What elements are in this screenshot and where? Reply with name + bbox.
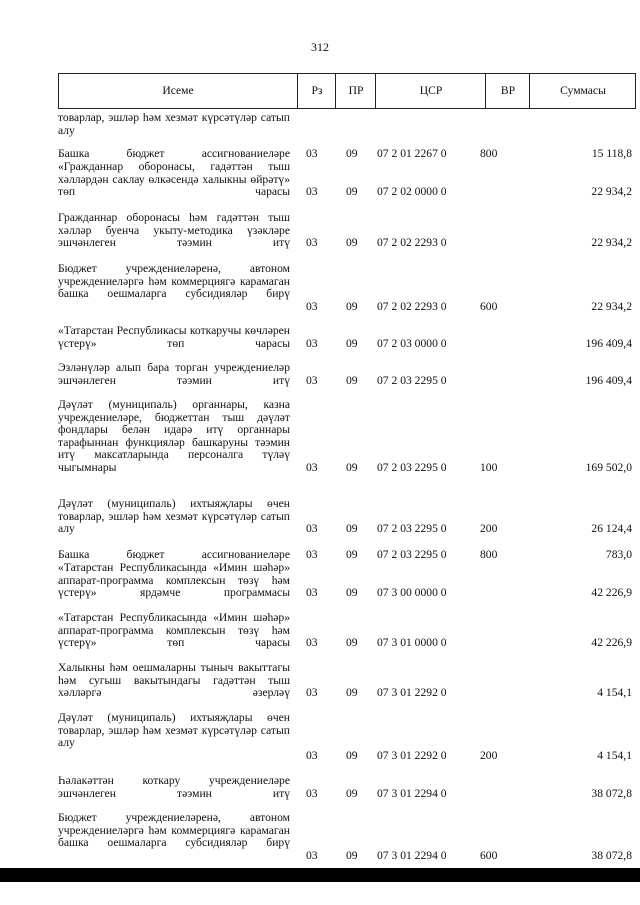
row-rz: 03 — [306, 147, 318, 160]
row-sum: 22 934,2 — [591, 299, 632, 313]
row-name: «Татарстан Республикасы коткаручы көчләрен үстерү» төп чарасы — [58, 324, 290, 350]
row-name: Бюджет учреждениеләренә, автоном учреждениеләргә һәм коммерциягә карамаган башка оешмаларга субсидияләр бирү — [58, 262, 290, 300]
row-sum: 42 226,9 — [591, 636, 632, 649]
header-rz: Рз — [297, 74, 336, 108]
row-pr: 09 — [346, 236, 358, 249]
row-csr: 07 2 03 2295 0 — [377, 522, 447, 535]
row-name: «Татарстан Республикасында «Имин шәһәр» аппарат-программа комплексын төзү һәм үстерү» төп чарасы — [58, 611, 290, 649]
row-name: «Татарстан Республикасында «Имин шәһәр» аппарат-программа комплексын төзү һәм үстерү» ярдәмче программасы — [58, 561, 290, 599]
header-sum: Суммасы — [529, 74, 636, 108]
row-name: Дәүләт (муниципаль) ихтыяҗлары өчен товарлар, эшләр һәм хезмәт күрсәтүләр сатып алу — [58, 711, 290, 749]
row-name: товарлар, эшләр һәм хезмәт күрсәтүләр сатып алу — [58, 111, 290, 137]
table-row — [58, 325, 636, 350]
row-vr: 200 — [480, 748, 498, 762]
row-csr: 07 2 03 2295 0 — [377, 548, 447, 561]
row-vr: 600 — [480, 848, 498, 862]
row-csr: 07 2 01 2267 0 — [377, 147, 447, 160]
header-csr: ЦСР — [375, 74, 486, 108]
row-vr: 200 — [480, 522, 498, 535]
row-csr: 07 3 01 2294 0 — [377, 848, 447, 862]
row-csr: 07 2 02 2293 0 — [377, 299, 447, 313]
row-pr: 09 — [346, 522, 358, 535]
table-row — [58, 498, 636, 536]
row-pr: 09 — [346, 848, 358, 862]
row-rz: 03 — [306, 236, 318, 249]
row-csr: 07 2 02 0000 0 — [377, 185, 447, 198]
header-pr: ПР — [335, 74, 376, 108]
row-sum: 26 124,4 — [591, 522, 632, 535]
table-row — [58, 612, 636, 650]
table-row — [58, 712, 636, 762]
row-sum: 22 934,2 — [591, 185, 632, 198]
row-csr: 07 2 02 2293 0 — [377, 236, 447, 249]
row-csr: 07 2 03 2295 0 — [377, 373, 447, 387]
row-rz: 03 — [306, 336, 318, 350]
table-row — [58, 662, 636, 700]
table-row — [58, 399, 636, 474]
row-rz: 03 — [306, 373, 318, 387]
row-sum: 22 934,2 — [591, 236, 632, 249]
table-row — [58, 549, 636, 562]
row-pr: 09 — [346, 586, 358, 599]
row-sum: 15 118,8 — [591, 147, 632, 160]
row-csr: 07 3 01 0000 0 — [377, 636, 447, 649]
row-name: Эзләнүләр алып бара торган учреждениеләр эшчәнлеген тәэмин итү — [58, 361, 290, 387]
table-row — [58, 812, 636, 862]
row-rz: 03 — [306, 185, 318, 198]
row-csr: 07 3 00 0000 0 — [377, 586, 447, 599]
row-sum: 42 226,9 — [591, 586, 632, 599]
row-pr: 09 — [346, 299, 358, 313]
header-vr: ВР — [485, 74, 530, 108]
row-sum: 196 409,4 — [585, 336, 632, 350]
table-row — [58, 562, 636, 600]
row-rz: 03 — [306, 748, 318, 762]
table-row — [58, 112, 636, 137]
row-name: Башка бюджет ассигнованиеләре — [58, 548, 290, 561]
row-sum: 38 072,8 — [591, 848, 632, 862]
row-sum: 196 409,4 — [585, 373, 632, 387]
row-name: Гражданнар оборонасы һәм гадәттән тыш хәлләр буенча укыту-методика үзәкләре эшчәнлеген тәэмин итү — [58, 211, 290, 249]
row-sum: 38 072,8 — [591, 786, 632, 800]
row-vr: 100 — [480, 460, 498, 474]
row-rz: 03 — [306, 548, 318, 561]
row-pr: 09 — [346, 147, 358, 160]
row-sum: 169 502,0 — [585, 460, 632, 474]
table-row — [58, 161, 636, 199]
row-rz: 03 — [306, 299, 318, 313]
budget-table — [58, 73, 636, 862]
scan-border — [0, 868, 640, 882]
row-vr: 600 — [480, 299, 498, 313]
row-rz: 03 — [306, 848, 318, 862]
row-rz: 03 — [306, 636, 318, 649]
row-pr: 09 — [346, 185, 358, 198]
row-csr: 07 2 03 0000 0 — [377, 336, 447, 350]
row-sum: 4 154,1 — [597, 686, 632, 699]
row-rz: 03 — [306, 786, 318, 800]
header-name: Исеме — [162, 84, 194, 97]
row-name: «Гражданнар оборонасы, гадәттән тыш хәлләрдән саклау өлкәсендә халыкны өйрәтү» төп чарасы — [58, 160, 290, 198]
page-number: 312 — [311, 40, 329, 54]
table-row — [58, 212, 636, 250]
row-sum: 783,0 — [605, 548, 632, 561]
table-row — [58, 775, 636, 800]
row-csr: 07 2 03 2295 0 — [377, 460, 447, 474]
row-pr: 09 — [346, 336, 358, 350]
row-pr: 09 — [346, 636, 358, 649]
row-rz: 03 — [306, 686, 318, 699]
row-rz: 03 — [306, 460, 318, 474]
row-vr: 800 — [480, 548, 498, 561]
row-rz: 03 — [306, 522, 318, 535]
row-csr: 07 3 01 2294 0 — [377, 786, 447, 800]
table-row — [58, 263, 636, 313]
row-csr: 07 3 01 2292 0 — [377, 748, 447, 762]
row-name: Дәүләт (муниципаль) ихтыяҗлары өчен товарлар, эшләр һәм хезмәт күрсәтүләр сатып алу — [58, 497, 290, 535]
row-pr: 09 — [346, 786, 358, 800]
row-pr: 09 — [346, 686, 358, 699]
row-rz: 03 — [306, 586, 318, 599]
table-header — [58, 73, 636, 109]
row-pr: 09 — [346, 548, 358, 561]
table-row — [58, 148, 636, 161]
row-name: Һәлакәттән коткару учреждениеләре эшчәнлеген тәэмин итү — [58, 774, 290, 800]
row-name: Дәүләт (муниципаль) органнары, казна учреждениеләре, бюджеттан тыш дәүләт фондлары белән идарә итү органнары тарафыннан функцияләр башкаруны тәэмин итү максатларында персоналга түләү чыгымнары — [58, 398, 290, 474]
row-pr: 09 — [346, 373, 358, 387]
row-csr: 07 3 01 2292 0 — [377, 686, 447, 699]
row-vr: 800 — [480, 147, 498, 160]
row-name: Халыкны һәм оешмаларны тыныч вакыттагы һәм сугыш вакытындагы гадәттән тыш хәлләргә әзерләү — [58, 661, 290, 699]
table-row — [58, 362, 636, 387]
row-sum: 4 154,1 — [597, 748, 632, 762]
row-name: Башка бюджет ассигнованиеләре — [58, 147, 290, 160]
row-pr: 09 — [346, 460, 358, 474]
row-pr: 09 — [346, 748, 358, 762]
row-name: Бюджет учреждениеләренә, автоном учреждениеләргә һәм коммерциягә карамаган башка оешмаларга субсидияләр бирү — [58, 811, 290, 849]
